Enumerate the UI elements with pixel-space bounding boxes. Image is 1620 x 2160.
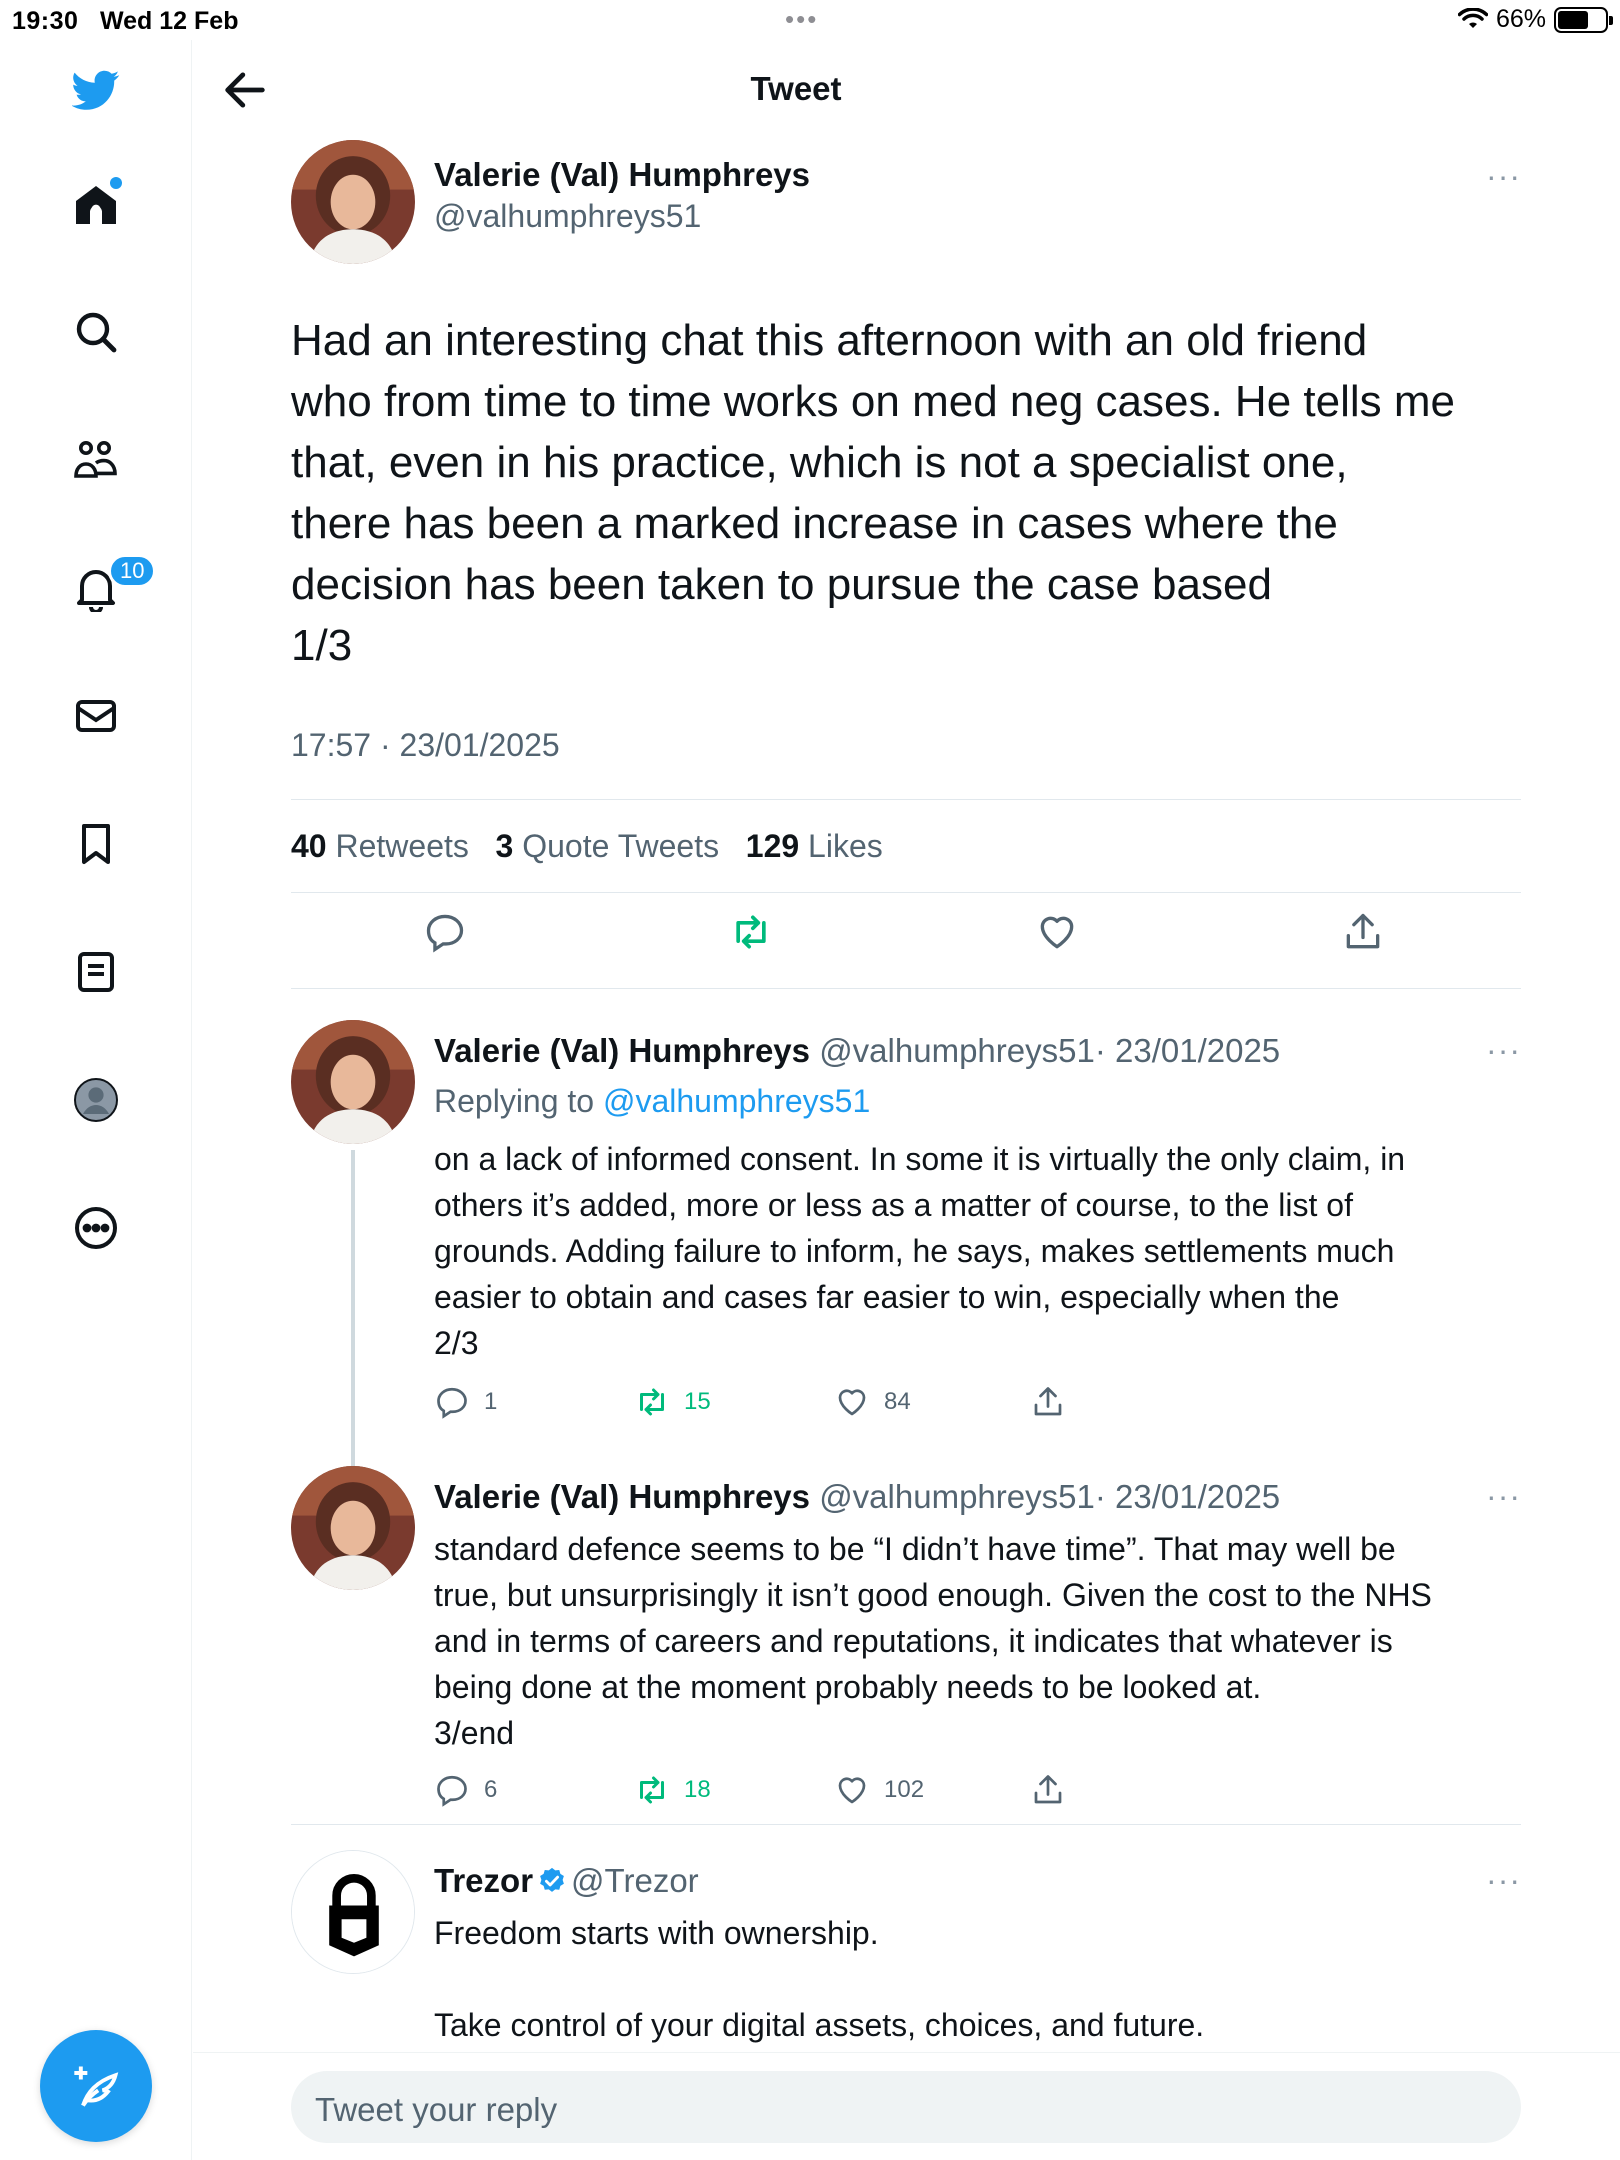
reply-count: 1 bbox=[484, 1388, 498, 1415]
heart-icon bbox=[834, 1384, 870, 1420]
thread-connector bbox=[351, 1150, 355, 1478]
like-button[interactable] bbox=[834, 1772, 924, 1808]
author-name[interactable]: Trezor bbox=[434, 1862, 534, 1899]
home-icon[interactable] bbox=[66, 175, 126, 235]
replying-to: Replying to @valhumphreys51 bbox=[434, 1083, 871, 1119]
like-button[interactable] bbox=[834, 1384, 911, 1420]
author-handle[interactable]: @valhumphreys51 bbox=[819, 1032, 1095, 1069]
feather-plus-icon bbox=[70, 2060, 122, 2112]
retweet-button[interactable] bbox=[634, 1772, 711, 1808]
share-icon bbox=[1030, 1384, 1066, 1420]
heart-icon bbox=[834, 1772, 870, 1808]
share-icon bbox=[1030, 1772, 1066, 1808]
trezor-logo-icon bbox=[292, 1851, 415, 1974]
retweet-count: 18 bbox=[684, 1776, 711, 1803]
status-time: 19:30 bbox=[12, 7, 79, 35]
tweet-text: standard defence seems to be “I didn’t have time”. That may well be true, but unsurprisingly it isn’t good enough. Given the cost to the NHS and in terms of careers and reputations, it indicates that whatever is being done at the moment probably needs to be looked at. 3/end bbox=[434, 1531, 1432, 1751]
divider bbox=[291, 988, 1521, 989]
more-icon[interactable] bbox=[66, 1198, 126, 1258]
user-photo bbox=[291, 1020, 415, 1144]
tweet-actions bbox=[291, 910, 1521, 970]
tweet-date[interactable]: · 23/01/2025 bbox=[1094, 1478, 1281, 1515]
status-date: Wed 12 Feb bbox=[100, 7, 239, 35]
tweet-stats bbox=[291, 828, 883, 865]
notifications-icon[interactable] bbox=[66, 558, 145, 618]
share-icon bbox=[1341, 910, 1385, 954]
reply-icon bbox=[434, 1384, 470, 1420]
bookmarks-icon[interactable] bbox=[66, 814, 126, 874]
avatar[interactable] bbox=[291, 1850, 415, 1974]
retweet-button[interactable] bbox=[634, 1384, 711, 1420]
retweet-icon bbox=[634, 1772, 670, 1808]
tweet-actions bbox=[434, 1384, 1234, 1424]
verified-badge-icon bbox=[537, 1866, 567, 1896]
likes-stat[interactable]: 129 Likes bbox=[745, 828, 883, 864]
share-button[interactable] bbox=[1030, 1772, 1066, 1808]
replying-to-link[interactable]: @valhumphreys51 bbox=[602, 1083, 871, 1119]
retweet-count: 15 bbox=[684, 1388, 711, 1415]
profile-icon[interactable] bbox=[66, 1070, 126, 1130]
like-count: 84 bbox=[884, 1388, 911, 1415]
divider bbox=[291, 799, 1521, 800]
author-handle[interactable]: @valhumphreys51 bbox=[434, 198, 702, 234]
tweet-date[interactable]: · 23/01/2025 bbox=[1094, 1032, 1281, 1069]
retweet-button[interactable] bbox=[729, 910, 781, 962]
user-photo bbox=[291, 140, 415, 264]
more-options-icon[interactable]: ··· bbox=[1486, 158, 1521, 194]
notifications-badge: 10 bbox=[108, 554, 156, 588]
avatar[interactable] bbox=[291, 1466, 415, 1590]
author-handle[interactable]: @Trezor bbox=[571, 1862, 699, 1899]
reply-icon bbox=[423, 910, 467, 954]
reply-button[interactable] bbox=[423, 910, 475, 962]
avatar[interactable] bbox=[291, 1020, 415, 1144]
author-handle[interactable]: @valhumphreys51 bbox=[819, 1478, 1095, 1515]
heart-icon bbox=[1035, 910, 1079, 954]
header bbox=[193, 40, 1620, 140]
reply-count: 6 bbox=[484, 1776, 498, 1803]
promoted-meta bbox=[434, 1862, 699, 1900]
arrow-left-icon bbox=[219, 64, 271, 116]
battery-percent: 66% bbox=[1495, 5, 1546, 33]
tweet-text: Had an interesting chat this afternoon with an old friend who from time to time works on med neg cases. He tells me that, even in his practice, which is not a specialist one, there has been a marked increase in cases where the decision has been taken to pursue the case based 1/3 bbox=[291, 316, 1455, 670]
like-button[interactable] bbox=[1035, 910, 1087, 962]
quotes-stat[interactable]: 3 Quote Tweets bbox=[495, 828, 720, 864]
page-title: Tweet bbox=[750, 70, 842, 107]
reply-meta bbox=[434, 1032, 1280, 1070]
wifi-icon bbox=[1458, 8, 1488, 32]
communities-icon[interactable] bbox=[66, 430, 126, 490]
more-options-icon[interactable]: ··· bbox=[1486, 1862, 1521, 1898]
share-button[interactable] bbox=[1030, 1384, 1066, 1420]
tweet-text: Freedom starts with ownership. Take control of your digital assets, choices, and future. bbox=[434, 1915, 1205, 2043]
reply-tweet[interactable] bbox=[291, 1020, 1521, 1440]
battery-icon bbox=[1554, 7, 1608, 33]
divider bbox=[291, 892, 1521, 893]
share-button[interactable] bbox=[1341, 910, 1393, 962]
retweet-icon bbox=[729, 910, 773, 954]
messages-icon[interactable] bbox=[66, 686, 126, 746]
search-icon[interactable] bbox=[66, 302, 126, 362]
retweets-stat[interactable]: 40 Retweets bbox=[291, 828, 469, 864]
lists-icon[interactable] bbox=[66, 942, 126, 1002]
retweet-icon bbox=[634, 1384, 670, 1420]
back-button[interactable] bbox=[219, 64, 271, 116]
multitasking-dots[interactable]: ••• bbox=[785, 4, 819, 34]
reply-icon bbox=[434, 1772, 470, 1808]
reply-button[interactable] bbox=[434, 1772, 497, 1808]
divider bbox=[291, 1824, 1521, 1825]
author-name[interactable]: Valerie (Val) Humphreys bbox=[434, 1478, 811, 1515]
focal-tweet-header bbox=[291, 140, 1521, 264]
sidebar bbox=[0, 40, 192, 2160]
twitter-logo-icon[interactable] bbox=[66, 60, 126, 120]
reply-input[interactable]: Tweet your reply bbox=[291, 2071, 1521, 2143]
tweet-timestamp[interactable]: 17:57 · 23/01/2025 bbox=[291, 727, 560, 763]
more-options-icon[interactable]: ··· bbox=[1486, 1478, 1521, 1514]
avatar[interactable] bbox=[291, 140, 415, 264]
like-count: 102 bbox=[884, 1776, 925, 1803]
status-bar bbox=[0, 0, 1620, 40]
tweet-text: on a lack of informed consent. In some it is virtually the only claim, in others it’s added, more or less as a matter of course, to the list of grounds. Adding failure to inform, he says, makes settlements much easier to obtain and cases far easier to win, especially when the 2/3 bbox=[434, 1141, 1406, 1361]
author-name[interactable]: Valerie (Val) Humphreys bbox=[434, 1032, 811, 1069]
tweet-actions bbox=[434, 1772, 1234, 1812]
more-options-icon[interactable]: ··· bbox=[1486, 1032, 1521, 1068]
compose-tweet-button[interactable] bbox=[40, 2030, 152, 2142]
reply-meta bbox=[434, 1478, 1280, 1516]
reply-button[interactable] bbox=[434, 1384, 497, 1420]
user-photo bbox=[291, 1466, 415, 1590]
author-name[interactable]: Valerie (Val) Humphreys bbox=[434, 156, 811, 193]
reply-composer-bar bbox=[193, 2052, 1620, 2160]
